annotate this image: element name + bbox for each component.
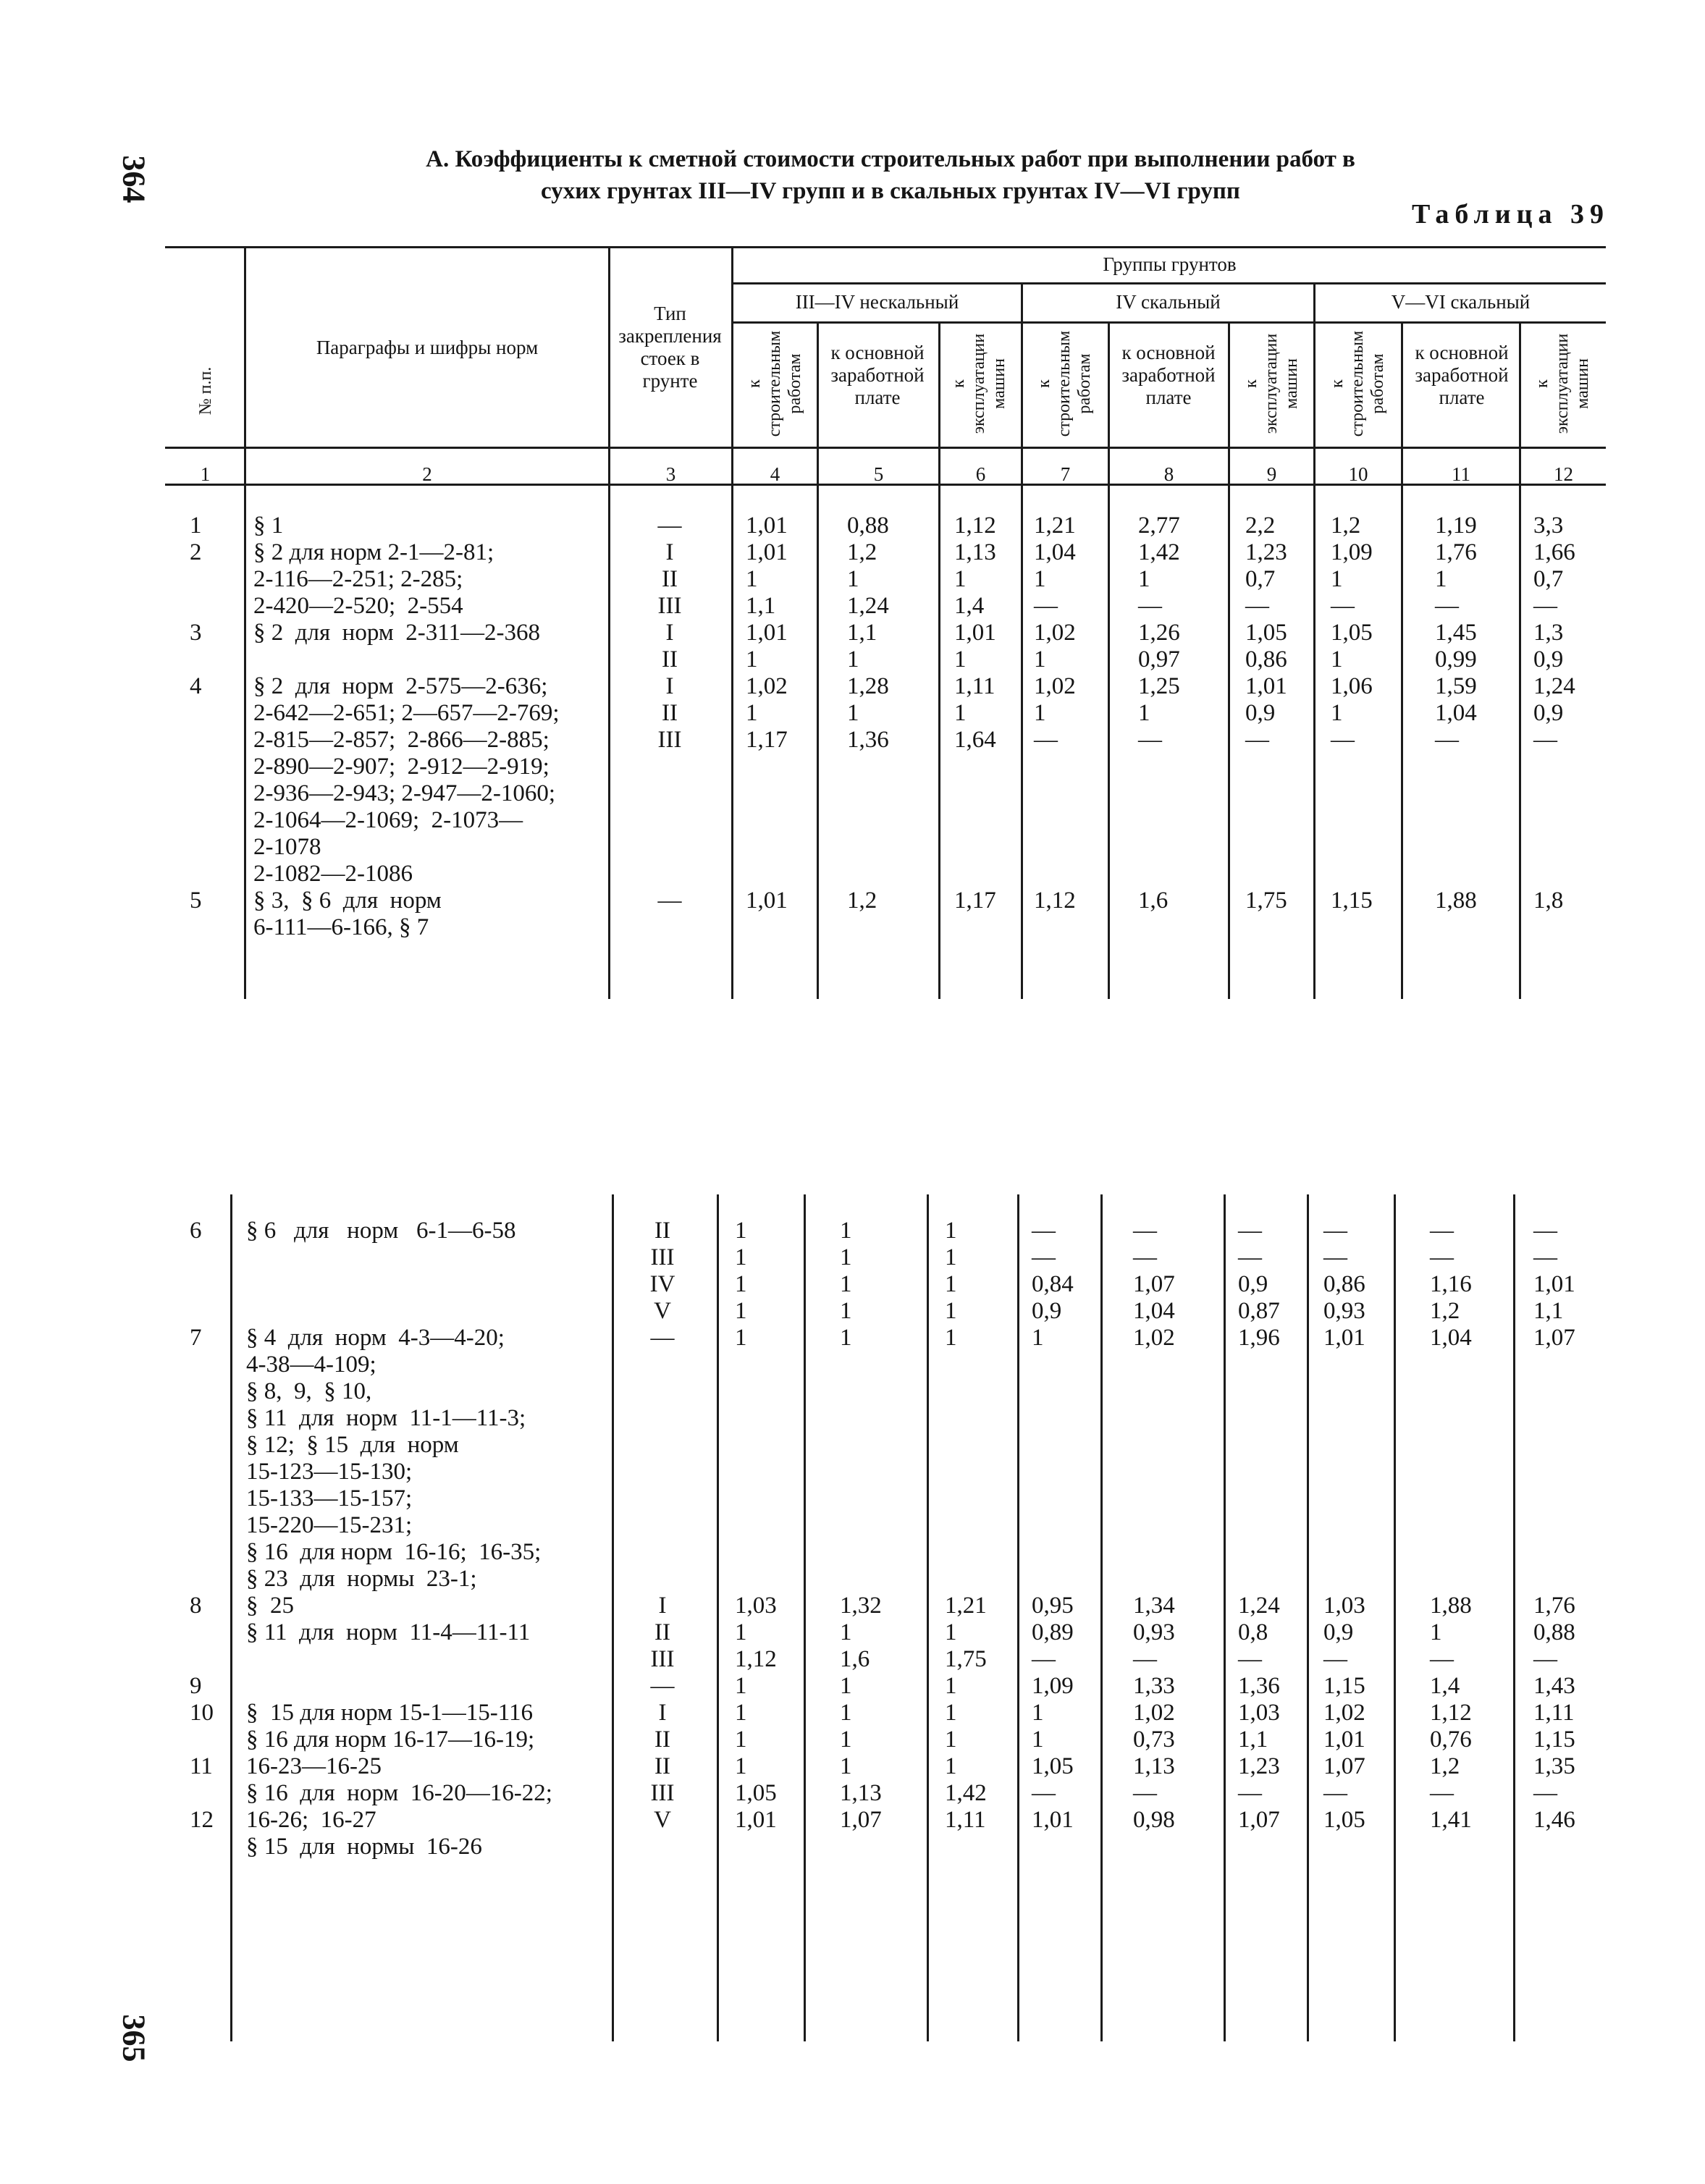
table-top-rule <box>165 246 1606 248</box>
header-group-1: III—IV нескальный <box>795 291 959 313</box>
col4-values: 1 1 1 1 1 1,03 1 1,12 1 1 1 1 1,05 1,01 <box>735 1218 777 1833</box>
mount-type: — I II III I II I II III — <box>657 513 682 914</box>
col-divider <box>731 246 733 999</box>
page-number-top: 364 <box>116 155 152 203</box>
subheader-wage: к основной заработной плате <box>1121 342 1216 408</box>
subheader-mach: к эксплуатации машин <box>1533 333 1592 434</box>
column-number: 2 <box>422 463 432 485</box>
col-divider <box>1108 321 1110 999</box>
subheader-mach: к эксплуатации машин <box>1242 333 1301 434</box>
col-divider <box>1394 1194 1396 2041</box>
col-divider <box>612 1194 614 2041</box>
col-divider <box>1401 321 1403 999</box>
col10-values: 1,2 1,09 1 — 1,05 1 1,06 1 — 1,15 <box>1331 513 1373 914</box>
header-groups-title: Группы грунтов <box>1103 253 1237 275</box>
col6-values: 1,12 1,13 1 1,4 1,01 1 1,11 1 1,64 1,17 <box>954 513 996 914</box>
subheader-wage: к основной заработной плате <box>830 342 925 408</box>
col-divider <box>608 246 610 999</box>
header-group-2: IV скальный <box>1116 291 1221 313</box>
table-label: Таблица 39 <box>1412 199 1610 229</box>
column-number: 10 <box>1348 463 1368 485</box>
col12-values: 3,3 1,66 0,7 — 1,3 0,9 1,24 0,9 — 1,8 <box>1533 513 1575 914</box>
mount-type: II III IV V — I II III — I II II III V <box>649 1218 675 1833</box>
subheader-build: к строительным работам <box>1328 330 1387 437</box>
column-number: 7 <box>1060 463 1071 485</box>
col-divider <box>1021 282 1023 999</box>
header-bottom-rule <box>165 447 1606 449</box>
col5-values: 1 1 1 1 1 1,32 1 1,6 1 1 1 1 1,13 1,07 <box>840 1218 882 1833</box>
column-number: 5 <box>873 463 884 485</box>
col7-values: 1,21 1,04 1 — 1,02 1 1,02 1 — 1,12 <box>1034 513 1076 914</box>
col-divider <box>817 321 819 999</box>
col6-values: 1 1 1 1 1 1,21 1 1,75 1 1 1 1 1,42 1,11 <box>945 1218 987 1833</box>
header-col-num: № п.п. <box>196 366 215 416</box>
title-line-1: А. Коэффициенты к сметной стоимости строительных работ при выполнении работ в <box>426 146 1355 172</box>
subheader-mach: к эксплуатации машин <box>949 333 1009 434</box>
col-divider <box>1224 1194 1226 2041</box>
header-col-para: Параграфы и шифры норм <box>316 337 539 358</box>
column-number: 12 <box>1554 463 1573 485</box>
col-divider <box>804 1194 806 2041</box>
row-numbers: 1 2 3 4 5 <box>190 513 202 914</box>
column-number: 6 <box>975 463 986 485</box>
column-number: 8 <box>1163 463 1174 485</box>
page-title <box>275 143 1506 207</box>
col-divider <box>938 321 940 999</box>
header-col-type: Тип закрепления стоек в грунте <box>618 303 722 392</box>
col11-values: 1,19 1,76 1 — 1,45 0,99 1,59 1,04 — 1,88 <box>1435 513 1477 914</box>
col-divider <box>927 1194 929 2041</box>
column-number: 11 <box>1452 463 1470 485</box>
column-number: 1 <box>200 463 211 485</box>
column-number: 3 <box>665 463 676 485</box>
col9-values: — — 0,9 0,87 1,96 1,24 0,8 — 1,36 1,03 1,1 1,23 — 1,07 <box>1238 1218 1280 1833</box>
col-divider <box>1228 321 1230 999</box>
col7-values: — — 0,84 0,9 1 0,95 0,89 — 1,09 1 1 1,05 — 1,01 <box>1032 1218 1074 1833</box>
subheader-build: к строительным работам <box>1035 330 1094 437</box>
col-divider <box>1513 1194 1515 2041</box>
subheader-build: к строительным работам <box>745 330 804 437</box>
paragraph-codes: § 6 для норм 6-1—6-58 § 4 для норм 4-3—4-20; 4-38—4-109; § 8, 9, § 10, § 11 для норм 11-1—11-3; § 12; § 15 для норм 15-123—15-130; 15-133—15-157; 15-220—15-231; § 16 для норм 16-16; 16-35; § 23 для нормы 23-1; § 25 § 11 для норм 11-4—11-11 § 15 для норм 15-1—15-116 § 16 для норм 16-17—16-19; 16-23—16-25 § 16 для норм 16-20—16-22; 16-26; 16-27 § 15 для нормы 16-26 <box>246 1218 552 1860</box>
header-group-3: V—VI скальный <box>1391 291 1531 313</box>
paragraph-codes: § 1 § 2 для норм 2-1—2-81; 2-116—2-251; 2-285; 2-420—2-520; 2-554 § 2 для норм 2-311—2-368 § 2 для норм 2-575—2-636; 2-642—2-651; 2—657—2-769; 2-815—2-857; 2-866—2-885; 2-890—2-907; 2-912—2-919; 2-936—2-943; 2-947—2-1060; 2-1064—2-1069; 2-1073— 2-1078 2-1082—2-1086 § 3, § 6 для норм 6-111—6-166, § 7 <box>253 513 560 940</box>
col8-values: 2,77 1,42 1 — 1,26 0,97 1,25 1 — 1,6 <box>1138 513 1180 914</box>
col11-values: — — 1,16 1,2 1,04 1,88 1 — 1,4 1,12 0,76 1,2 — 1,41 <box>1430 1218 1472 1833</box>
column-number: 9 <box>1266 463 1277 485</box>
col-divider <box>1017 1194 1019 2041</box>
col-divider <box>1519 321 1521 999</box>
row-numbers: 6 7 8 9 10 11 12 <box>190 1218 214 1833</box>
col9-values: 2,2 1,23 0,7 — 1,05 0,86 1,01 0,9 — 1,75 <box>1245 513 1287 914</box>
col12-values: — — 1,01 1,1 1,07 1,76 0,88 — 1,43 1,11 1,15 1,35 — 1,46 <box>1533 1218 1575 1833</box>
col-divider <box>1307 1194 1309 2041</box>
groups-title-rule <box>731 282 1606 284</box>
col-divider <box>244 246 246 999</box>
col4-values: 1,01 1,01 1 1,1 1,01 1 1,02 1 1,17 1,01 <box>746 513 788 914</box>
col-divider <box>1100 1194 1103 2041</box>
column-number: 4 <box>770 463 780 485</box>
title-line-2: сухих грунтах III—IV групп и в скальных грунтах IV—VI групп <box>541 178 1240 204</box>
col-divider <box>717 1194 719 2041</box>
col8-values: — — 1,07 1,04 1,02 1,34 0,93 — 1,33 1,02 0,73 1,13 — 0,98 <box>1133 1218 1175 1833</box>
groups-sub-rule <box>731 321 1606 324</box>
col-divider <box>230 1194 232 2041</box>
page-number-bottom: 365 <box>116 2014 152 2062</box>
col10-values: — — 0,86 0,93 1,01 1,03 0,9 — 1,15 1,02 1,01 1,07 — 1,05 <box>1323 1218 1365 1833</box>
subheader-wage: к основной заработной плате <box>1415 342 1509 408</box>
col-divider <box>1313 282 1315 999</box>
col5-values: 0,88 1,2 1 1,24 1,1 1 1,28 1 1,36 1,2 <box>847 513 889 914</box>
